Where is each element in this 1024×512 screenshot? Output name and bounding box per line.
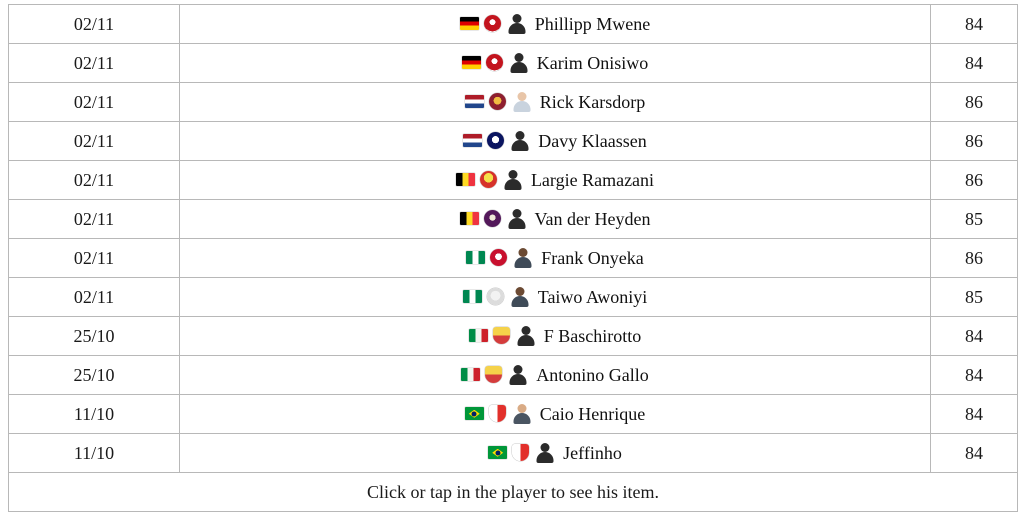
player-cell[interactable] — [180, 44, 931, 83]
player-cell[interactable] — [180, 83, 931, 122]
row-date: 02/11 — [9, 122, 180, 161]
player-table — [8, 4, 1018, 512]
avatar-head — [519, 248, 528, 257]
player-rating: 86 — [931, 83, 1018, 122]
avatar-body — [537, 452, 554, 463]
table-row[interactable] — [9, 356, 1018, 395]
netherlands-flag-icon — [463, 134, 482, 147]
player-avatar-icon — [508, 52, 530, 74]
player-name: Caio Henrique — [539, 403, 646, 424]
belgium-flag-icon — [460, 212, 479, 225]
row-date: 11/10 — [9, 434, 180, 473]
player-avatar-icon — [511, 91, 533, 113]
player-cell[interactable] — [180, 395, 931, 434]
player-entry[interactable] — [460, 13, 651, 35]
avatar-body — [511, 296, 528, 307]
player-entry[interactable] — [465, 403, 645, 425]
row-date: 02/11 — [9, 83, 180, 122]
player-name: Karim Onisiwo — [536, 52, 649, 73]
avatar-body — [512, 140, 529, 151]
row-date: 11/10 — [9, 395, 180, 434]
player-cell[interactable] — [180, 161, 931, 200]
nigeria-flag-icon — [466, 251, 485, 264]
row-date: 02/11 — [9, 161, 180, 200]
player-cell[interactable] — [180, 278, 931, 317]
player-cell[interactable] — [180, 200, 931, 239]
italy-flag-icon — [469, 329, 488, 342]
player-avatar-icon — [509, 130, 531, 152]
brazil-flag-icon — [465, 407, 484, 420]
table-row[interactable] — [9, 278, 1018, 317]
player-entry[interactable] — [488, 442, 622, 464]
table-row[interactable] — [9, 434, 1018, 473]
belgium-flag-icon — [456, 173, 475, 186]
player-entry[interactable] — [465, 91, 645, 113]
footer-note: Click or tap in the player to see his item. — [9, 473, 1018, 512]
row-date: 02/11 — [9, 5, 180, 44]
table-row[interactable] — [9, 395, 1018, 434]
nottingham-forest-badge-icon — [487, 288, 504, 305]
anderlecht-badge-icon — [484, 210, 501, 227]
lecce-badge-icon — [493, 327, 510, 344]
row-date: 25/10 — [9, 356, 180, 395]
mainz-badge-icon — [484, 15, 501, 32]
avatar-head — [521, 326, 530, 335]
avatar-body — [517, 335, 534, 346]
player-entry[interactable] — [463, 130, 646, 152]
monaco-badge-icon — [512, 444, 529, 461]
table-row[interactable] — [9, 317, 1018, 356]
player-rating: 84 — [931, 5, 1018, 44]
inter-badge-icon — [487, 132, 504, 149]
brazil-flag-icon — [488, 446, 507, 459]
player-cell[interactable] — [180, 122, 931, 161]
avatar-head — [517, 404, 526, 413]
table-row[interactable] — [9, 5, 1018, 44]
player-rating: 84 — [931, 434, 1018, 473]
nigeria-flag-icon — [463, 290, 482, 303]
avatar-body — [515, 257, 532, 268]
player-avatar-icon — [506, 208, 528, 230]
table-row[interactable] — [9, 200, 1018, 239]
player-avatar-icon — [534, 442, 556, 464]
player-name: Rick Karsdorp — [539, 91, 646, 112]
row-date: 02/11 — [9, 239, 180, 278]
player-name: Frank Onyeka — [541, 247, 644, 268]
player-name: Van der Heyden — [534, 208, 651, 229]
player-rating: 84 — [931, 356, 1018, 395]
avatar-body — [508, 218, 525, 229]
player-avatar-icon — [511, 403, 533, 425]
avatar-head — [514, 365, 523, 374]
player-avatar-icon — [515, 325, 537, 347]
row-date: 02/11 — [9, 44, 180, 83]
avatar-body — [513, 413, 530, 424]
player-name: F Baschirotto — [543, 325, 642, 346]
player-avatar-icon — [509, 286, 531, 308]
row-date: 02/11 — [9, 278, 180, 317]
table-row[interactable] — [9, 161, 1018, 200]
player-entry[interactable] — [463, 286, 648, 308]
player-avatar-icon — [506, 13, 528, 35]
avatar-body — [504, 179, 521, 190]
player-name: Jeffinho — [563, 442, 622, 463]
avatar-body — [510, 374, 527, 385]
player-rating: 84 — [931, 395, 1018, 434]
player-table-footer — [9, 473, 1018, 512]
player-rating: 86 — [931, 161, 1018, 200]
table-footer-row — [9, 473, 1018, 512]
table-row[interactable] — [9, 122, 1018, 161]
roma-badge-icon — [489, 93, 506, 110]
player-rating: 84 — [931, 44, 1018, 83]
avatar-body — [508, 23, 525, 34]
player-cell[interactable] — [180, 434, 931, 473]
player-name: Taiwo Awoniyi — [537, 286, 648, 307]
italy-flag-icon — [461, 368, 480, 381]
avatar-head — [541, 443, 550, 452]
player-cell[interactable] — [180, 5, 931, 44]
player-rating: 86 — [931, 239, 1018, 278]
player-name: Antonino Gallo — [536, 364, 649, 385]
player-rating: 84 — [931, 317, 1018, 356]
player-avatar-icon — [502, 169, 524, 191]
avatar-head — [512, 209, 521, 218]
player-name: Largie Ramazani — [530, 169, 655, 190]
avatar-head — [508, 170, 517, 179]
player-entry[interactable] — [456, 169, 654, 191]
avatar-head — [517, 92, 526, 101]
player-cell[interactable] — [180, 356, 931, 395]
row-date: 02/11 — [9, 200, 180, 239]
avatar-body — [510, 62, 527, 73]
table-row[interactable] — [9, 239, 1018, 278]
avatar-head — [512, 14, 521, 23]
player-cell[interactable] — [180, 317, 931, 356]
player-avatar-icon — [507, 364, 529, 386]
mainz-badge-icon — [486, 54, 503, 71]
avatar-head — [516, 131, 525, 140]
avatar-head — [515, 287, 524, 296]
table-row[interactable] — [9, 44, 1018, 83]
player-table-body — [9, 5, 1018, 473]
player-cell[interactable] — [180, 239, 931, 278]
germany-flag-icon — [462, 56, 481, 69]
row-date: 25/10 — [9, 317, 180, 356]
germany-flag-icon — [460, 17, 479, 30]
player-rating: 85 — [931, 200, 1018, 239]
player-rating: 85 — [931, 278, 1018, 317]
player-avatar-icon — [512, 247, 534, 269]
player-name: Phillipp Mwene — [534, 13, 651, 34]
lecce-badge-icon — [485, 366, 502, 383]
player-entry[interactable] — [460, 208, 651, 230]
avatar-head — [514, 53, 523, 62]
almeria-badge-icon — [480, 171, 497, 188]
player-entry[interactable] — [466, 247, 643, 269]
player-entry[interactable] — [469, 325, 642, 347]
avatar-body — [513, 101, 530, 112]
player-name: Davy Klaassen — [538, 130, 647, 151]
netherlands-flag-icon — [465, 95, 484, 108]
monaco-badge-icon — [489, 405, 506, 422]
player-rating: 86 — [931, 122, 1018, 161]
player-entry[interactable] — [462, 52, 649, 74]
table-row[interactable] — [9, 83, 1018, 122]
brentford-badge-icon — [490, 249, 507, 266]
player-entry[interactable] — [461, 364, 649, 386]
